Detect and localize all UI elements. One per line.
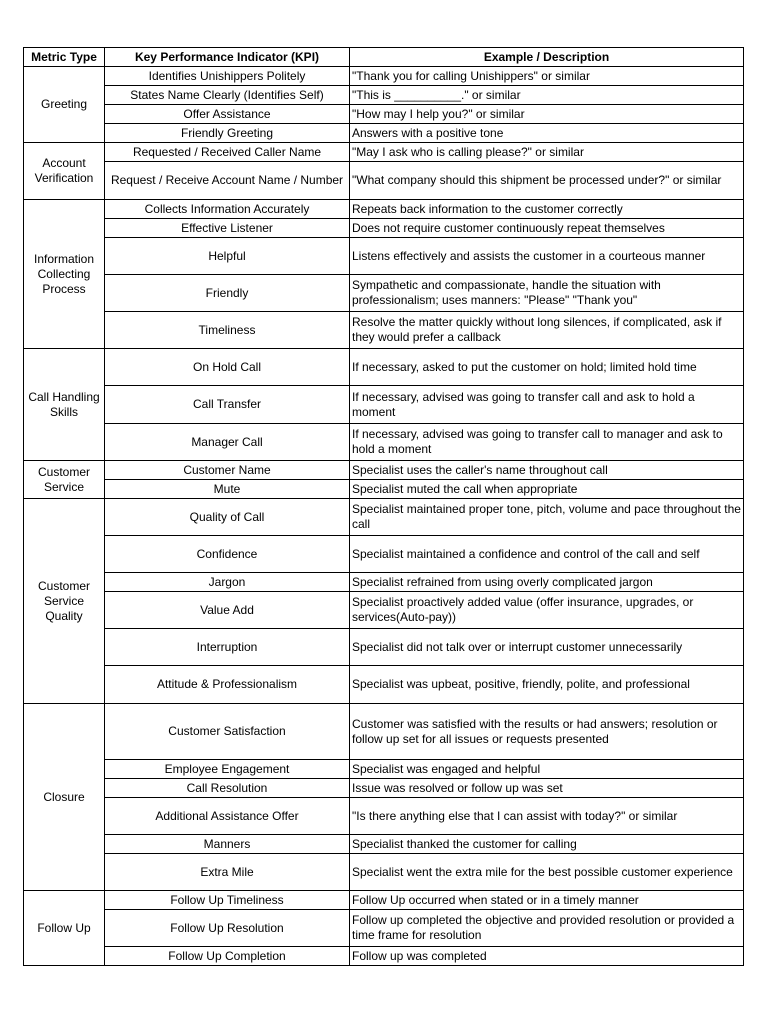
kpi-cell: Manager Call [105,424,350,461]
table-row [24,143,744,162]
description-cell: Specialist muted the call when appropriate [350,480,744,499]
description-cell: Does not require customer continuously repeat themselves [350,219,744,238]
description-cell: Sympathetic and compassionate, handle the situation with professionalism; uses manners: "Please" "Thank you" [350,275,744,312]
header-description: Example / Description [350,48,744,67]
kpi-cell: Quality of Call [105,499,350,536]
description-cell: Answers with a positive tone [350,124,744,143]
description-cell: Specialist was engaged and helpful [350,760,744,779]
kpi-cell: Interruption [105,629,350,666]
header-row [24,48,744,67]
table-row [24,386,744,424]
table-row [24,666,744,704]
description-cell: Specialist uses the caller's name throughout call [350,461,744,480]
metric-type-cell: Account Verification [24,143,105,200]
table-row [24,200,744,219]
kpi-cell: Requested / Received Caller Name [105,143,350,162]
kpi-cell: Confidence [105,536,350,573]
description-cell: Specialist went the extra mile for the best possible customer experience [350,854,744,891]
table-row [24,854,744,891]
table-row [24,835,744,854]
description-cell: "May I ask who is calling please?" or similar [350,143,744,162]
kpi-cell: Manners [105,835,350,854]
kpi-cell: Helpful [105,238,350,275]
table-row [24,798,744,835]
table-row [24,219,744,238]
table-row [24,947,744,966]
description-cell: "What company should this shipment be processed under?" or similar [350,162,744,200]
table-row [24,629,744,666]
description-cell: If necessary, advised was going to transfer call to manager and ask to hold a moment [350,424,744,461]
table-row [24,499,744,536]
table-row [24,67,744,86]
kpi-cell: Call Resolution [105,779,350,798]
kpi-cell: Mute [105,480,350,499]
kpi-cell: Follow Up Resolution [105,910,350,947]
description-cell: "Thank you for calling Unishippers" or similar [350,67,744,86]
description-cell: Specialist proactively added value (offer insurance, upgrades, or services(Auto-pay)) [350,592,744,629]
table-row [24,275,744,312]
header-metric-type: Metric Type [24,48,105,67]
kpi-cell: Effective Listener [105,219,350,238]
table-row [24,461,744,480]
table-row [24,162,744,200]
description-cell: Specialist thanked the customer for calling [350,835,744,854]
description-cell: Specialist maintained a confidence and control of the call and self [350,536,744,573]
kpi-cell: Additional Assistance Offer [105,798,350,835]
table-row [24,536,744,573]
kpi-cell: Attitude & Professionalism [105,666,350,704]
kpi-cell: Friendly Greeting [105,124,350,143]
kpi-cell: Extra Mile [105,854,350,891]
table-row [24,480,744,499]
kpi-table-body [24,67,744,966]
description-cell: "This is __________." or similar [350,86,744,105]
description-cell: "How may I help you?" or similar [350,105,744,124]
description-cell: Repeats back information to the customer correctly [350,200,744,219]
metric-type-cell: Follow Up [24,891,105,966]
description-cell: Follow up completed the objective and provided resolution or provided a time frame for resolution [350,910,744,947]
description-cell: If necessary, asked to put the customer on hold; limited hold time [350,349,744,386]
table-row [24,86,744,105]
kpi-cell: Jargon [105,573,350,592]
kpi-cell: Request / Receive Account Name / Number [105,162,350,200]
metric-type-cell: Call Handling Skills [24,349,105,461]
description-cell: Follow Up occurred when stated or in a timely manner [350,891,744,910]
description-cell: "Is there anything else that I can assist with today?" or similar [350,798,744,835]
table-row [24,592,744,629]
description-cell: Follow up was completed [350,947,744,966]
description-cell: Specialist did not talk over or interrupt customer unnecessarily [350,629,744,666]
kpi-cell: States Name Clearly (Identifies Self) [105,86,350,105]
metric-type-cell: Customer Service Quality [24,499,105,704]
description-cell: Listens effectively and assists the customer in a courteous manner [350,238,744,275]
table-row [24,424,744,461]
kpi-cell: Customer Name [105,461,350,480]
kpi-table [23,47,744,966]
description-cell: Resolve the matter quickly without long silences, if complicated, ask if they would prefer a callback [350,312,744,349]
metric-type-cell: Customer Service [24,461,105,499]
header-kpi: Key Performance Indicator (KPI) [105,48,350,67]
kpi-cell: Friendly [105,275,350,312]
kpi-cell: Value Add [105,592,350,629]
table-row [24,779,744,798]
table-row [24,349,744,386]
table-row [24,312,744,349]
kpi-cell: Collects Information Accurately [105,200,350,219]
table-row [24,891,744,910]
metric-type-cell: Greeting [24,67,105,143]
table-row [24,105,744,124]
table-row [24,238,744,275]
table-row [24,760,744,779]
description-cell: If necessary, advised was going to transfer call and ask to hold a moment [350,386,744,424]
metric-type-cell: Information Collecting Process [24,200,105,349]
table-row [24,704,744,760]
kpi-cell: Call Transfer [105,386,350,424]
description-cell: Specialist was upbeat, positive, friendly, polite, and professional [350,666,744,704]
kpi-cell: Offer Assistance [105,105,350,124]
kpi-cell: Identifies Unishippers Politely [105,67,350,86]
table-row [24,573,744,592]
kpi-cell: Employee Engagement [105,760,350,779]
description-cell: Issue was resolved or follow up was set [350,779,744,798]
kpi-cell: Follow Up Completion [105,947,350,966]
table-row [24,910,744,947]
table-row [24,124,744,143]
kpi-cell: Follow Up Timeliness [105,891,350,910]
kpi-cell: Timeliness [105,312,350,349]
description-cell: Customer was satisfied with the results or had answers; resolution or follow up set for all issues or requests presented [350,704,744,760]
kpi-cell: On Hold Call [105,349,350,386]
metric-type-cell: Closure [24,704,105,891]
kpi-cell: Customer Satisfaction [105,704,350,760]
description-cell: Specialist refrained from using overly complicated jargon [350,573,744,592]
description-cell: Specialist maintained proper tone, pitch, volume and pace throughout the call [350,499,744,536]
